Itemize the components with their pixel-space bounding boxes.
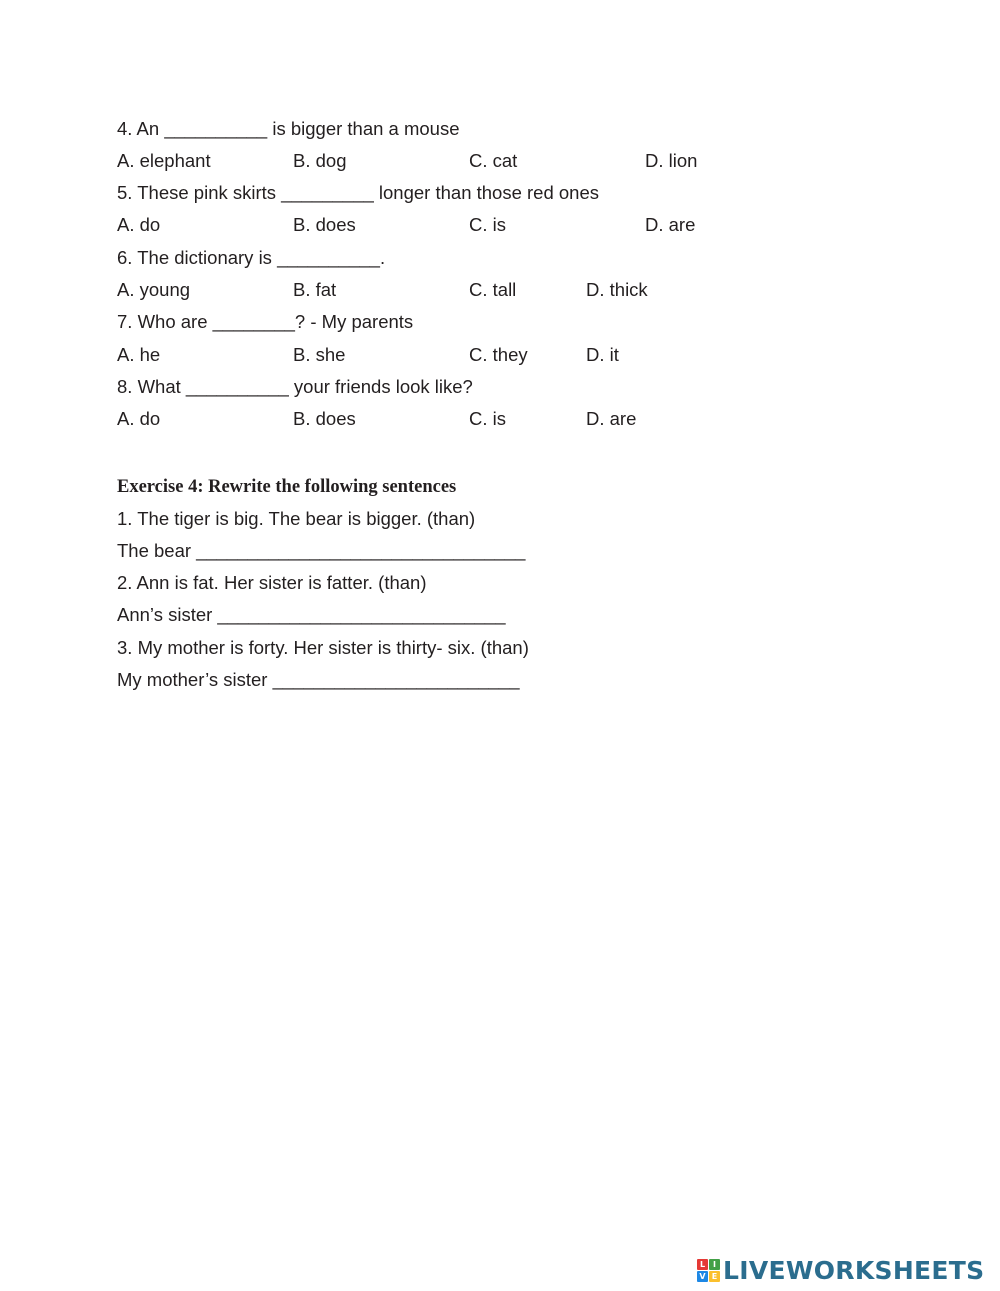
question-8-option-d[interactable]: D. are <box>586 408 637 429</box>
rewrite-2-answer-field[interactable]: Ann’s sister ____________________________ <box>117 604 506 625</box>
question-7-stem: 7. Who are ________? - My parents <box>117 311 414 332</box>
logo-mark-v: V <box>697 1271 708 1282</box>
exercise-4-heading: Exercise 4: Rewrite the following sentences <box>117 477 457 497</box>
question-4-option-b[interactable]: B. dog <box>293 150 347 171</box>
liveworksheets-logo <box>697 1255 984 1285</box>
question-6-option-d[interactable]: D. thick <box>586 279 648 300</box>
question-7-option-b[interactable]: B. she <box>293 344 346 365</box>
question-4-option-c[interactable]: C. cat <box>469 150 518 171</box>
question-7-option-d[interactable]: D. it <box>586 344 619 365</box>
question-8-stem: 8. What __________ your friends look like? <box>117 376 473 397</box>
question-6-option-a[interactable]: A. young <box>117 279 191 300</box>
question-5-option-a[interactable]: A. do <box>117 214 161 235</box>
question-8-option-c[interactable]: C. is <box>469 408 506 429</box>
logo-mark-e: E <box>709 1271 720 1282</box>
question-8-option-b[interactable]: B. does <box>293 408 356 429</box>
question-4-stem: 4. An __________ is bigger than a mouse <box>117 118 460 139</box>
question-6-stem: 6. The dictionary is __________. <box>117 247 386 268</box>
rewrite-1-prompt: 1. The tiger is big. The bear is bigger. (than) <box>117 508 476 529</box>
logo-mark-icon <box>697 1259 720 1282</box>
logo-text: LIVEWORKSHEETS <box>723 1255 985 1285</box>
question-6-option-c[interactable]: C. tall <box>469 279 517 300</box>
question-8-option-a[interactable]: A. do <box>117 408 161 429</box>
rewrite-1-answer-field[interactable]: The bear ________________________________ <box>117 540 526 561</box>
logo-mark-i: I <box>709 1259 720 1270</box>
question-6-option-b[interactable]: B. fat <box>293 279 337 300</box>
question-5-option-b[interactable]: B. does <box>293 214 356 235</box>
question-7-option-c[interactable]: C. they <box>469 344 528 365</box>
question-4-option-a[interactable]: A. elephant <box>117 150 211 171</box>
question-5-option-d[interactable]: D. are <box>645 214 696 235</box>
rewrite-3-answer-field[interactable]: My mother’s sister ________________________ <box>117 669 520 690</box>
question-4-option-d[interactable]: D. lion <box>645 150 698 171</box>
question-7-option-a[interactable]: A. he <box>117 344 161 365</box>
question-5-stem: 5. These pink skirts _________ longer than those red ones <box>117 182 600 203</box>
rewrite-3-prompt: 3. My mother is forty. Her sister is thirty- six. (than) <box>117 637 529 658</box>
rewrite-2-prompt: 2. Ann is fat. Her sister is fatter. (than) <box>117 572 427 593</box>
question-5-option-c[interactable]: C. is <box>469 214 506 235</box>
logo-mark-l: L <box>697 1259 708 1270</box>
